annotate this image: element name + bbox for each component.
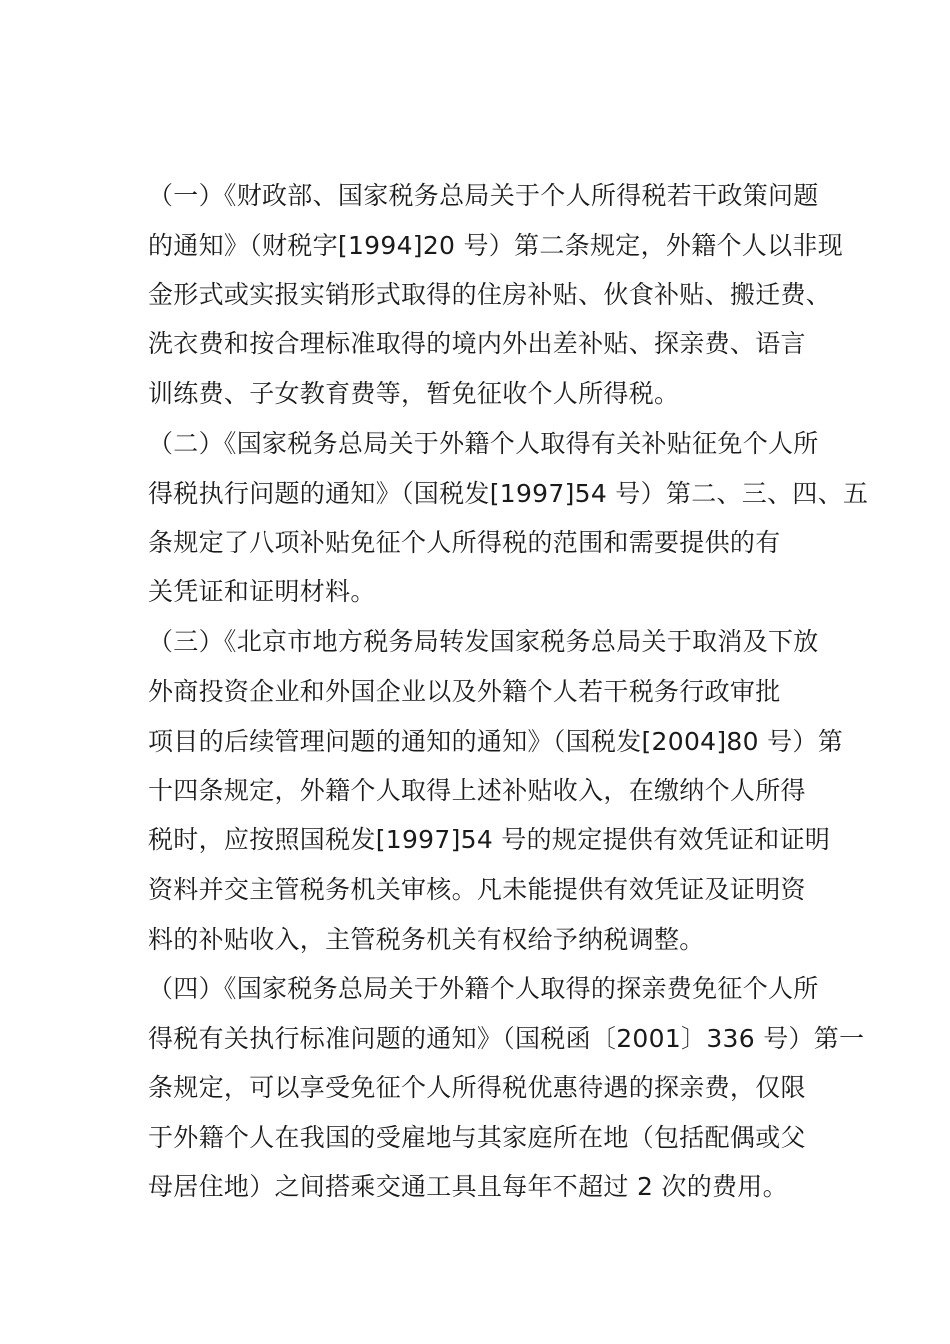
paragraph-4-line-1: （四）《国家税务总局关于外籍个人取得的探亲费免征个人所 [148, 974, 819, 1003]
paragraph-2-line-3: 条规定了八项补贴免征个人所得税的范围和需要提供的有 [148, 528, 781, 557]
paragraph-2-line-1: （二）《国家税务总局关于外籍个人取得有关补贴征免个人所 [148, 429, 819, 458]
paragraph-1-line-3: 金形式或实报实销形式取得的住房补贴、伙食补贴、搬迁费、 [148, 280, 832, 309]
paragraph-1-line-4: 洗衣费和按合理标准取得的境内外出差补贴、探亲费、语言 [148, 329, 806, 358]
paragraph-3-line-5: 税时，应按照国税发[1997]54 号的规定提供有效凭证和证明 [148, 825, 831, 854]
paragraph-4-line-3: 条规定，可以享受免征个人所得税优惠待遇的探亲费，仅限 [148, 1073, 806, 1102]
paragraph-3-line-1: （三）《北京市地方税务局转发国家税务总局关于取消及下放 [148, 627, 819, 656]
paragraph-2-line-2: 得税执行问题的通知》（国税发[1997]54 号）第二、三、四、五 [148, 479, 869, 508]
paragraph-3-line-7: 料的补贴收入，主管税务机关有权给予纳税调整。 [148, 925, 705, 954]
paragraph-3-line-2: 外商投资企业和外国企业以及外籍个人若干税务行政审批 [148, 677, 781, 706]
paragraph-3-line-4: 十四条规定，外籍个人取得上述补贴收入，在缴纳个人所得 [148, 776, 806, 805]
paragraph-3-line-6: 资料并交主管税务机关审核。凡未能提供有效凭证及证明资 [148, 875, 806, 904]
paragraph-1-line-1: （一）《财政部、国家税务总局关于个人所得税若干政策问题 [148, 181, 819, 210]
paragraph-3-line-3: 项目的后续管理问题的通知的通知》（国税发[2004]80 号）第 [148, 727, 843, 756]
paragraph-2-line-4: 关凭证和证明材料。 [148, 577, 376, 606]
paragraph-1-line-5: 训练费、子女教育费等，暂免征收个人所得税。 [148, 379, 680, 408]
paragraph-1-line-2: 的通知》（财税字[1994]20 号）第二条规定，外籍个人以非现 [148, 231, 843, 260]
paragraph-4-line-2: 得税有关执行标准问题的通知》（国税函〔2001〕336 号）第一 [148, 1024, 865, 1053]
paragraph-4-line-4: 于外籍个人在我国的受雇地与其家庭所在地（包括配偶或父 [148, 1123, 806, 1152]
paragraph-4-line-5: 母居住地）之间搭乘交通工具且每年不超过 2 次的费用。 [148, 1172, 788, 1201]
